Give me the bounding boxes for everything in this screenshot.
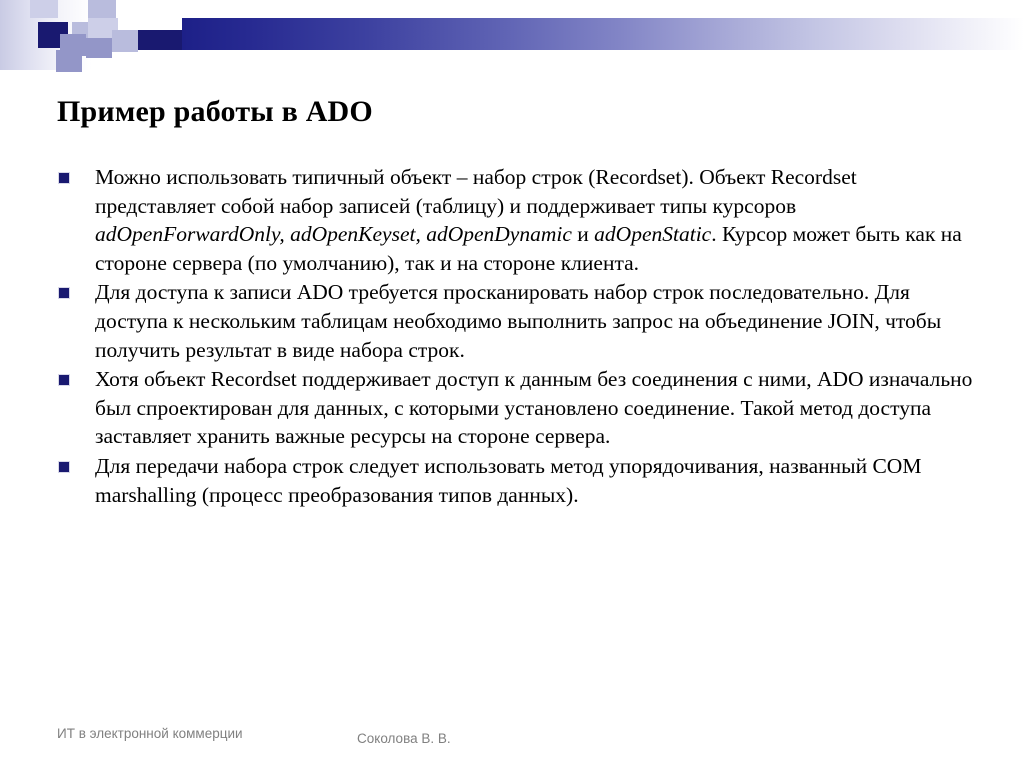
bullet-disconnected-access: Хотя объект Recordset поддерживает доступ к данным без соединения с ними, ADO изначально был спроектирован для данных, с которыми установлено соединение. Такой метод доступа заставляет хранить важные ресурсы на стороне сервера. <box>95 367 973 449</box>
bullet-square-icon <box>58 461 70 473</box>
bullet-square-icon <box>58 374 70 386</box>
bullet-com-marshalling: Для передачи набора строк следует использовать метод упорядочивания, названный COM marshalling (процесс преобразования типов данных). <box>95 453 922 507</box>
deco-square-bar-link <box>138 30 182 50</box>
deco-square-6 <box>86 38 112 58</box>
list-item <box>58 365 978 451</box>
deco-square-7 <box>112 30 138 52</box>
list-item <box>58 163 978 277</box>
bullet-recordset-object: Можно использовать типичный объект – набор строк (Recordset). Объект Recordset представляет собой набор записей (таблицу) и поддерживает типы курсоров adOpenForwardOnly, adOpenKeyset, adOpenDynamic и adOpenStatic. Курсор может быть как на стороне сервера (по умолчанию), так и на стороне клиента. <box>95 165 962 275</box>
footer-course-label: ИТ в электронной коммерции <box>57 726 243 741</box>
list-item <box>58 278 978 364</box>
list-item <box>58 452 978 509</box>
bullet-square-icon <box>58 172 70 184</box>
code-identifier: adOpenStatic <box>594 222 712 247</box>
deco-square-1 <box>30 0 58 18</box>
bullet-square-icon <box>58 287 70 299</box>
deco-square-8 <box>56 50 82 72</box>
slide-footer <box>0 726 1024 750</box>
page-title: Пример работы в ADO <box>57 95 373 129</box>
slide-header-decoration <box>0 0 1024 70</box>
bullet-record-access: Для доступа к записи ADO требуется просканировать набор строк последовательно. Для доступа к нескольким таблицам необходимо выполнить запрос на объединение JOIN, чтобы получить результат в виде набора строк. <box>95 280 942 362</box>
deco-square-2 <box>88 0 116 18</box>
slide-body <box>58 163 978 510</box>
code-identifier: adOpenForwardOnly, adOpenKeyset, adOpenDynamic <box>95 222 572 247</box>
footer-author-label: Соколова В. В. <box>357 731 451 746</box>
header-gradient-bar <box>182 18 1024 50</box>
